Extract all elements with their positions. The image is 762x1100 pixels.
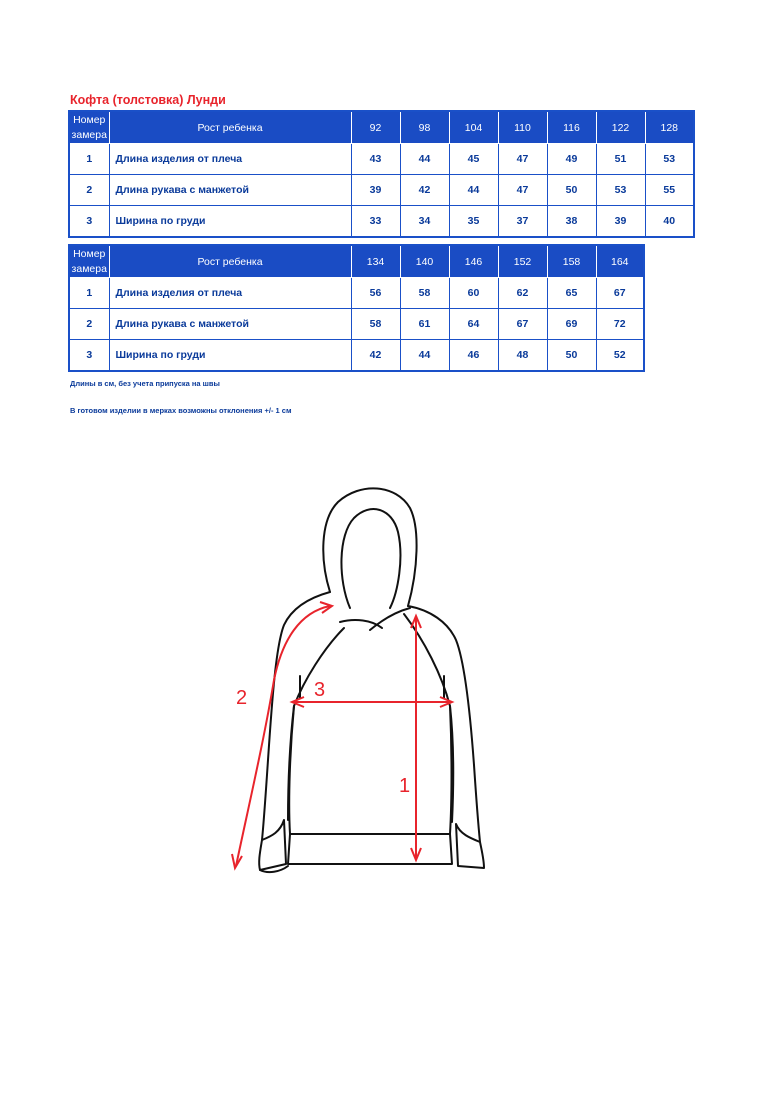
- hem-band: [288, 834, 452, 864]
- measure-label: Длина изделия от плеча: [109, 278, 351, 309]
- measure-value: 56: [351, 278, 400, 309]
- measurement-lines: [232, 602, 452, 868]
- hoodie-outline: [259, 488, 484, 872]
- measure-value: 33: [351, 206, 400, 238]
- table-row: [69, 144, 694, 175]
- measure-number-header: Номер замера: [69, 111, 109, 144]
- measure-value: 50: [547, 340, 596, 372]
- measure-value: 44: [449, 175, 498, 206]
- hood-opening: [341, 509, 400, 608]
- neckline-left: [340, 620, 382, 628]
- size-header: 134: [351, 245, 400, 278]
- measure-value: 62: [498, 278, 547, 309]
- measure-label: Ширина по груди: [109, 340, 351, 372]
- page-title: Кофта (толстовка) Лунди: [70, 93, 226, 107]
- measure-value: 67: [498, 309, 547, 340]
- measure-value: 61: [400, 309, 449, 340]
- size-header: 116: [547, 111, 596, 144]
- size-header: 152: [498, 245, 547, 278]
- sleeve-line: [236, 606, 330, 866]
- measure-value: 42: [351, 340, 400, 372]
- body-right-side: [450, 706, 452, 834]
- chest-measure-label: 3: [314, 679, 326, 701]
- table-header-row: [69, 111, 694, 144]
- measure-number: 1: [69, 144, 109, 175]
- table-row: [69, 175, 694, 206]
- measure-value: 43: [351, 144, 400, 175]
- measure-value: 42: [400, 175, 449, 206]
- hoodie-measurement-diagram: [220, 480, 520, 890]
- measure-value: 69: [547, 309, 596, 340]
- measure-value: 67: [596, 278, 644, 309]
- measure-number: 2: [69, 309, 109, 340]
- measure-value: 52: [596, 340, 644, 372]
- measure-value: 35: [449, 206, 498, 238]
- measure-number: 1: [69, 278, 109, 309]
- measure-value: 64: [449, 309, 498, 340]
- size-header: 158: [547, 245, 596, 278]
- measure-value: 47: [498, 175, 547, 206]
- measure-value: 46: [449, 340, 498, 372]
- note-seam-allowance: Длины в см, без учета припуска на швы: [70, 379, 220, 388]
- measure-label: Длина рукава с манжетой: [109, 309, 351, 340]
- measure-value: 40: [645, 206, 694, 238]
- measure-value: 50: [547, 175, 596, 206]
- child-height-header: Рост ребенка: [109, 245, 351, 278]
- measure-value: 72: [596, 309, 644, 340]
- measure-value: 51: [596, 144, 645, 175]
- table-row: [69, 340, 644, 372]
- measure-number: 3: [69, 340, 109, 372]
- note-tolerance: В готовом изделии в мерках возможны отклонения +/- 1 см: [70, 406, 292, 415]
- sleeve-measure-label: 2: [236, 687, 248, 709]
- measure-value: 38: [547, 206, 596, 238]
- measure-label: Длина изделия от плеча: [109, 144, 351, 175]
- measure-number: 2: [69, 175, 109, 206]
- size-header: 122: [596, 111, 645, 144]
- measure-label: Длина рукава с манжетой: [109, 175, 351, 206]
- size-header: 110: [498, 111, 547, 144]
- measure-value: 53: [596, 175, 645, 206]
- measure-value: 58: [351, 309, 400, 340]
- right-sleeve-outer: [408, 606, 480, 842]
- table-row: [69, 278, 644, 309]
- size-header: 164: [596, 245, 644, 278]
- measure-value: 44: [400, 144, 449, 175]
- measure-value: 53: [645, 144, 694, 175]
- table-row: [69, 206, 694, 238]
- measure-value: 45: [449, 144, 498, 175]
- measure-value: 49: [547, 144, 596, 175]
- measure-value: 48: [498, 340, 547, 372]
- measure-value: 65: [547, 278, 596, 309]
- measure-value: 47: [498, 144, 547, 175]
- measure-label: Ширина по груди: [109, 206, 351, 238]
- size-table-2: [68, 244, 645, 372]
- size-header: 146: [449, 245, 498, 278]
- size-table-1: [68, 110, 695, 238]
- table-row: [69, 309, 644, 340]
- measure-number-header: Номер замера: [69, 245, 109, 278]
- size-header: 128: [645, 111, 694, 144]
- size-header: 104: [449, 111, 498, 144]
- size-header: 92: [351, 111, 400, 144]
- length-measure-label: 1: [399, 775, 411, 797]
- measure-value: 60: [449, 278, 498, 309]
- measure-value: 55: [645, 175, 694, 206]
- hood-outer: [323, 488, 416, 606]
- measure-value: 37: [498, 206, 547, 238]
- measure-value: 58: [400, 278, 449, 309]
- size-header: 98: [400, 111, 449, 144]
- table-header-row: [69, 245, 644, 278]
- size-header: 140: [400, 245, 449, 278]
- right-raglan-seam: [404, 614, 453, 822]
- left-sleeve-outer: [262, 592, 330, 840]
- measure-value: 44: [400, 340, 449, 372]
- measure-number: 3: [69, 206, 109, 238]
- neckline-right: [370, 608, 410, 630]
- body-left-side: [289, 706, 294, 834]
- child-height-header: Рост ребенка: [109, 111, 351, 144]
- measure-value: 34: [400, 206, 449, 238]
- left-raglan-seam: [288, 628, 344, 820]
- measure-value: 39: [596, 206, 645, 238]
- measure-value: 39: [351, 175, 400, 206]
